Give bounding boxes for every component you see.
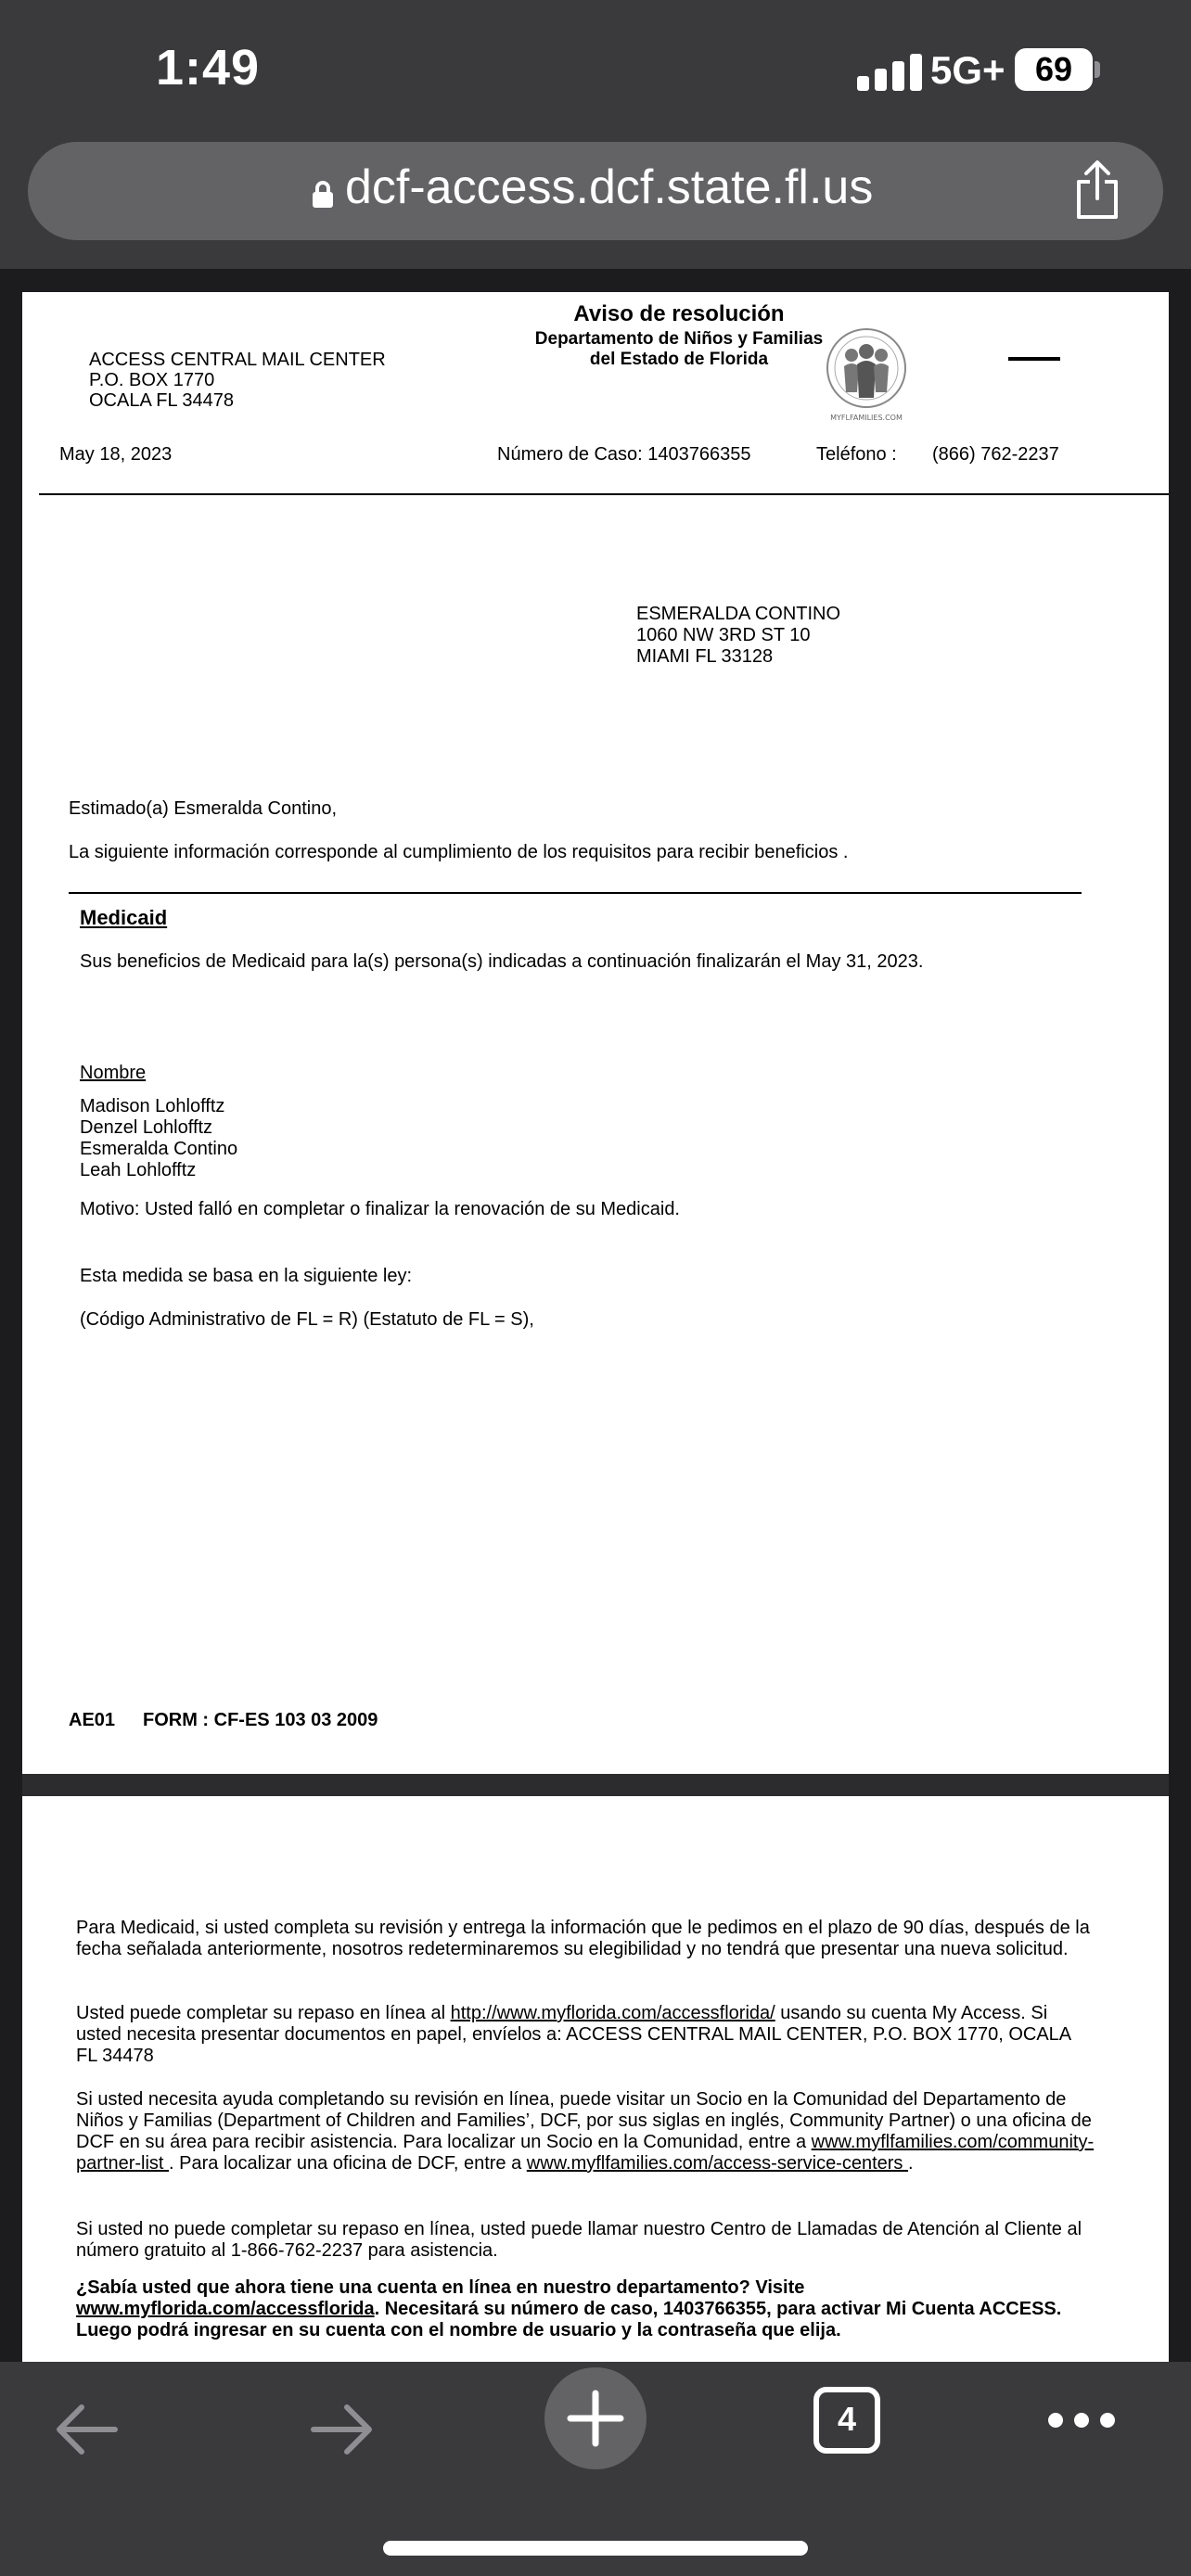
law-intro: Esta medida se basa en la siguiente ley: — [80, 1266, 412, 1286]
url-text[interactable]: dcf-access.dcf.state.fl.us — [345, 160, 874, 214]
program-heading: Medicaid — [80, 906, 168, 929]
case-number: Número de Caso: 1403766355 — [497, 444, 751, 465]
form-code: AE01 — [69, 1710, 116, 1730]
document-page-2 — [22, 1796, 1169, 2362]
page-separator — [22, 1774, 1169, 1796]
department-line1: Departamento de Niños y Familias — [534, 329, 824, 349]
sender-line: OCALA FL 34478 — [89, 390, 235, 411]
notice-date: May 18, 2023 — [59, 444, 173, 465]
department-line2: del Estado de Florida — [589, 350, 769, 369]
battery-icon: 69 — [1015, 48, 1093, 91]
accessflorida-link[interactable]: http://www.myflorida.com/accessflorida/ — [450, 2003, 775, 2023]
share-icon[interactable] — [1073, 159, 1121, 221]
dcf-seal-icon — [811, 324, 922, 426]
recipient-line: ESMERALDA CONTINO — [636, 604, 841, 624]
header-dash — [1008, 357, 1060, 361]
p5-text-a: ¿Sabía usted que ahora tiene una cuenta en línea en nuestro departamento? Visite — [76, 2277, 805, 2298]
home-indicator[interactable] — [383, 2541, 808, 2556]
law-text: (Código Administrativo de FL = R) (Estatuto de FL = S), — [80, 1309, 534, 1330]
greeting: Estimado(a) Esmeralda Contino, — [69, 798, 338, 819]
access-service-centers-link[interactable]: www.myflfamilies.com/access-service-centers — [526, 2153, 908, 2174]
section-divider — [69, 892, 1082, 894]
paragraph-call-center: Si usted no puede completar su repaso en línea, usted puede llamar nuestro Centro de Llamadas de Atención al Cliente al número gratuito al 1-866-762-2237 para asistencia. — [76, 2219, 1082, 2261]
notice-title: Aviso de resolución — [573, 301, 785, 326]
myflorida-account-link[interactable]: www.myflorida.com/accessflorida — [76, 2299, 375, 2319]
phone-number: (866) 762-2237 — [932, 444, 1059, 465]
reason-text: Motivo: Usted falló en completar o finalizar la renovación de su Medicaid. — [80, 1199, 680, 1219]
paragraph-account — [76, 2277, 1096, 2341]
paragraph-review: Para Medicaid, si usted completa su revisión y entrega la información que le pedimos en el plazo de 90 días, después de la fecha señalada anteriormente, nosotros redeterminaremos su elegibilidad y no tendrá que presentar una nueva solicitud. — [76, 1918, 1090, 1959]
document-page-1 — [22, 292, 1169, 1774]
community-partner-link[interactable]: www.myflfamilies.com/community-partner-list — [76, 2132, 1095, 2174]
p3-text-b: . Para localizar una oficina de DCF, entre a — [169, 2153, 527, 2174]
p3-text-c: . — [908, 2153, 914, 2174]
phone-label: Teléfono : — [816, 444, 897, 465]
form-id: FORM : CF-ES 103 03 2009 — [143, 1710, 378, 1730]
paragraph-help — [76, 2089, 1096, 2174]
sender-line: ACCESS CENTRAL MAIL CENTER — [89, 350, 386, 370]
network-type: 5G+ — [930, 48, 1005, 92]
status-time: 1:49 — [156, 40, 261, 96]
back-arrow-icon[interactable] — [50, 2392, 124, 2467]
intro-text: La siguiente información corresponde al cumplimiento de los requisitos para recibir beneficios . — [69, 842, 849, 862]
recipient-line: MIAMI FL 33128 — [636, 646, 774, 667]
person-name: Madison Lohlofftz — [80, 1096, 225, 1116]
new-tab-button[interactable] — [544, 2367, 647, 2469]
names-header: Nombre — [80, 1063, 147, 1083]
plus-icon — [544, 2367, 647, 2469]
tabs-button[interactable]: 4 — [813, 2387, 880, 2454]
forward-arrow-icon[interactable] — [304, 2392, 378, 2467]
p2-text-b: usando su cuenta My Access. Si usted necesita presentar documentos en papel, envíelos a: ACCESS CENTRAL MAIL CENTER, P.O. BOX 1770, OCALA FL 34478 — [76, 2003, 1071, 2066]
p3-text-a: Si usted necesita ayuda completando su revisión en línea, puede visitar un Socio en la Comunidad del Departamento de Niños y Familias (Department of Children and Families’, DCF, por sus siglas en inglés, Community Partner) o una oficina de DCF en su área para recibir asistencia. Para localizar un Socio en la Comunidad, entre a — [76, 2089, 1092, 2152]
person-name: Leah Lohlofftz — [80, 1160, 197, 1180]
more-icon[interactable] — [1046, 2411, 1117, 2429]
benefit-statement: Sus beneficios de Medicaid para la(s) persona(s) indicadas a continuación finalizarán el May 31, 2023. — [80, 951, 924, 972]
person-name: Esmeralda Contino — [80, 1139, 238, 1159]
recipient-line: 1060 NW 3RD ST 10 — [636, 625, 811, 645]
header-divider — [39, 493, 1169, 495]
lock-icon — [313, 181, 333, 207]
paragraph-online — [76, 2003, 1096, 2067]
seal-caption: MYFLFAMILIES.COM — [830, 414, 903, 422]
p2-text-a: Usted puede completar su repaso en línea al — [76, 2003, 451, 2023]
cellular-signal-icon — [857, 54, 924, 91]
person-name: Denzel Lohlofftz — [80, 1117, 213, 1138]
p5-text-b: . Necesitará su número de caso, 1403766355, para activar Mi Cuenta ACCESS. Luego podrá ingresar en su cuenta con el nombre de usuario y la contraseña que elija. — [76, 2299, 1062, 2340]
sender-line: P.O. BOX 1770 — [89, 370, 215, 390]
battery-nub — [1095, 61, 1100, 78]
